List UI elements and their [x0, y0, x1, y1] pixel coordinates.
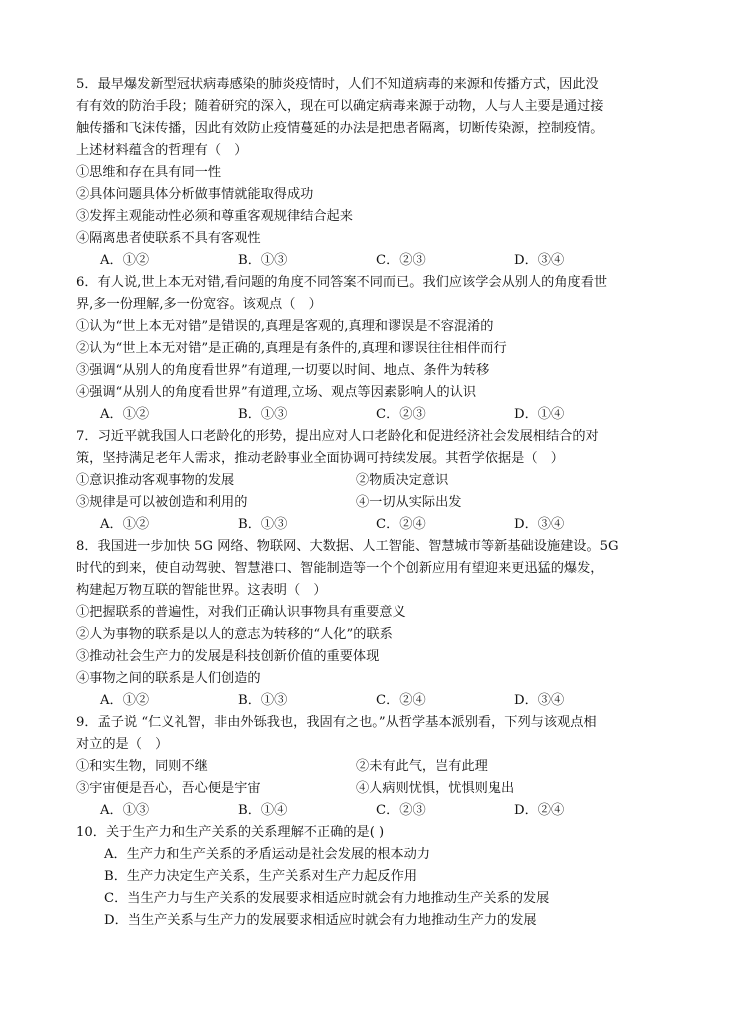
statement-item: ②未有此气，岂有此理	[356, 759, 488, 774]
statement-row	[76, 492, 696, 514]
option-c[interactable]: C．②③	[376, 407, 426, 422]
option-d[interactable]: D．③④	[514, 693, 565, 708]
question-stem-line: 5．最早爆发新型冠状病毒感染的肺炎疫情时，人们不知道病毒的来源和传播方式，因此没	[76, 77, 599, 92]
statement-row	[76, 756, 696, 778]
option-a[interactable]: A．①②	[100, 517, 150, 532]
question-stem-line: 7．习近平就我国人口老龄化的形势，提出应对人口老龄化和促进经济社会发展相结合的对	[76, 429, 599, 444]
question-stem-line: 构建起万物互联的智能世界。这表明（ ）	[76, 583, 327, 598]
statement-item: ③宇宙便是吾心，吾心便是宇宙	[76, 781, 261, 796]
question-8	[76, 536, 696, 712]
question-9	[76, 712, 696, 822]
option-b[interactable]: B．①④	[238, 803, 288, 818]
question-6	[76, 272, 696, 426]
statement-row	[76, 470, 696, 492]
statement-item: ③推动社会生产力的发展是科技创新价值的重要体现	[76, 649, 380, 664]
answer-options	[76, 690, 696, 712]
answer-options	[76, 250, 696, 272]
statement-item: ①把握联系的普遍性，对我们正确认识事物具有重要意义	[76, 605, 406, 620]
option-c[interactable]: C．②③	[376, 803, 426, 818]
answer-options	[76, 800, 696, 822]
question-7	[76, 426, 696, 536]
option-d[interactable]: D．③④	[514, 253, 565, 268]
option-a[interactable]: A．①②	[100, 407, 150, 422]
option-a[interactable]: A．①②	[100, 253, 150, 268]
answer-options	[76, 514, 696, 536]
option-d[interactable]: D．③④	[514, 517, 565, 532]
option-b[interactable]: B．①③	[238, 253, 288, 268]
question-stem-line: 9．孟子说 “仁义礼智，非由外铄我也，我固有之也。”从哲学基本派别看，下列与该观点相	[76, 715, 597, 730]
statement-item: ②认为“世上本无对错”是正确的,真理是有条件的,真理和谬误往往相伴而行	[76, 341, 507, 356]
option-c[interactable]: C．②③	[376, 253, 426, 268]
question-stem-line: 时代的到来，使自动驾驶、智慧港口、智能制造等一个个创新应用有望迎来更迅猛的爆发，	[76, 561, 604, 576]
statement-item: ③发挥主观能动性必须和尊重客观规律结合起来	[76, 209, 353, 224]
question-stem-line: 上述材料蕴含的哲理有（ ）	[76, 143, 248, 158]
exam-page	[76, 74, 696, 932]
statement-item: ③强调“从别人的角度看世界”有道理,一切要以时间、地点、条件为转移	[76, 363, 490, 378]
statement-item: ①思维和存在具有同一性	[76, 165, 222, 180]
statement-item: ④事物之间的联系是人们创造的	[76, 671, 261, 686]
question-stem-line: 8．我国进一步加快 5G 网络、物联网、大数据、人工智能、智慧城市等新基础设施建设。5G	[76, 539, 619, 554]
option-d[interactable]: D．①④	[514, 407, 565, 422]
statement-item: ②具体问题具体分析做事情就能取得成功	[76, 187, 314, 202]
question-stem-line: 有有效的防治手段；随着研究的深入，现在可以确定病毒来源于动物，人与人主要是通过接	[76, 99, 604, 114]
option-d[interactable]: D．②④	[514, 803, 565, 818]
statement-item: ①认为“世上本无对错”是错误的,真理是客观的,真理和谬误是不容混淆的	[76, 319, 494, 334]
question-stem-line: 策，坚持满足老年人需求，推动老龄事业全面协调可持续发展。其哲学依据是（ ）	[76, 451, 564, 466]
option-a[interactable]: A．生产力和生产关系的矛盾运动是社会发展的根本动力	[104, 847, 431, 862]
question-5	[76, 74, 696, 272]
statement-item: ①和实生物，同则不继	[76, 759, 208, 774]
question-stem-line: 6．有人说,世上本无对错,看问题的角度不同答案不同而已。我们应该学会从别人的角度看世	[76, 275, 608, 290]
option-c[interactable]: C．当生产力与生产关系的发展要求相适应时就会有力地推动生产关系的发展	[104, 891, 550, 906]
statement-row	[76, 778, 696, 800]
option-b[interactable]: B．①③	[238, 407, 288, 422]
statement-item: ①意识推动客观事物的发展	[76, 473, 235, 488]
statement-item: ④一切从实际出发	[356, 495, 462, 510]
option-d[interactable]: D．当生产关系与生产力的发展要求相适应时就会有力地推动生产力的发展	[104, 913, 537, 928]
option-b[interactable]: B．①③	[238, 517, 288, 532]
statement-item: ②物质决定意识	[356, 473, 449, 488]
option-a[interactable]: A．①③	[100, 803, 150, 818]
question-stem-line: 触传播和飞沫传播，因此有效防止疫情蔓延的办法是把患者隔离，切断传染源，控制疫情。	[76, 121, 604, 136]
statement-item: ④隔离患者使联系不具有客观性	[76, 231, 261, 246]
option-c[interactable]: C．②④	[376, 517, 426, 532]
statement-item: ④强调“从别人的角度看世界”有道理,立场、观点等因素影响人的认识	[76, 385, 477, 400]
statement-item: ②人为事物的联系是以人的意志为转移的“人化”的联系	[76, 627, 393, 642]
option-b[interactable]: B．生产力决定生产关系，生产关系对生产力起反作用	[104, 869, 418, 884]
question-stem-line: 界,多一份理解,多一份宽容。该观点（ ）	[76, 297, 322, 312]
option-a[interactable]: A．①②	[100, 693, 150, 708]
answer-options	[76, 404, 696, 426]
question-10	[76, 822, 696, 932]
statement-item: ④人病则忧惧，忧惧则鬼出	[356, 781, 515, 796]
option-c[interactable]: C．②④	[376, 693, 426, 708]
statement-item: ③规律是可以被创造和利用的	[76, 495, 248, 510]
question-stem-line: 对立的是（ ）	[76, 737, 169, 752]
option-b[interactable]: B．①③	[238, 693, 288, 708]
question-stem-line: 10．关于生产力和生产关系的关系理解不正确的是( )	[76, 825, 385, 840]
